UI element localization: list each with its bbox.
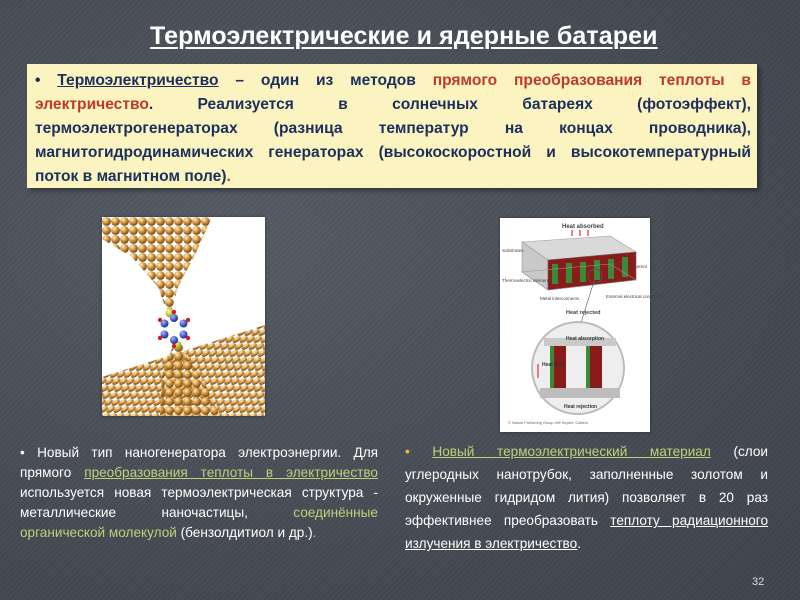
label-heat-flow: Heat flow [542,362,565,368]
label-substrates: Substrates [502,248,524,253]
left-caption [20,443,378,543]
right-caption-link-2[interactable]: теплоту радиационного излучения в электричество [405,513,768,551]
label-heat-rejection: Heat rejection [564,404,598,410]
label-current: + Current [628,264,647,269]
label-thermoelectric-elements: Thermoelectric elements [502,278,552,283]
thermoelectric-diagram [500,218,665,432]
left-caption-bullet: • [20,445,25,460]
thermoelectric-module-illustration [500,218,665,432]
right-caption-text-1: (слои углеродных нанотрубок, заполненные золотом и окруженные гидридом лития) позволяет в 20 раз эффективнее преобразовать [405,444,769,528]
nanogenerator-image [102,217,265,416]
intro-term: Термоэлектричество [57,72,219,89]
slide-title: Термоэлектрические и ядерные батареи [150,22,658,50]
intro-bullet: • [35,72,41,89]
left-caption-text-1: Новый тип наногенератора электроэнергии. Для прямого [20,445,378,480]
left-caption-text-3: (бензолдитиол и др.) [176,525,313,540]
left-caption-green: соединённые органической молекулой [20,505,378,540]
intro-text-2: . Реализуется в солнечных батареях (фотоэффект), термоэлектрогенераторах (разница температур на концах проводника), магнитогидродинамических генераторах (высокоскоростной и высокотемпературный поток в магнитном поле) [35,96,751,185]
label-heat-rejected: Heat rejected [566,310,601,316]
left-caption-end: . [312,525,317,540]
nanogenerator-illustration [102,217,265,416]
label-external-connection: External electrical connection [606,294,665,299]
label-heat-absorption: Heat absorption [566,336,605,342]
intro-box [27,64,757,188]
slide-number: 32 [752,576,765,588]
label-metal-interconnects: Metal interconnects [540,296,580,301]
right-caption-link[interactable]: Новый термоэлектрический материал [432,444,711,459]
label-heat-absorbed: Heat absorbed [562,224,604,230]
right-caption [405,440,768,555]
intro-text-1: – один из методов [218,72,433,89]
right-caption-end: . [577,536,581,551]
intro-accent: прямого преобразования теплоты в электричество [35,72,751,113]
right-caption-bullet: • [405,444,410,459]
intro-end: . [226,168,231,185]
left-caption-link[interactable]: преобразования теплоты в электричество [84,465,378,480]
image-credit: © Nature Publishing Group Jeff Snyder, Caltech [508,421,589,425]
left-caption-text-2: используется новая термоэлектрическая структура - металлические наночастицы, [20,485,378,520]
